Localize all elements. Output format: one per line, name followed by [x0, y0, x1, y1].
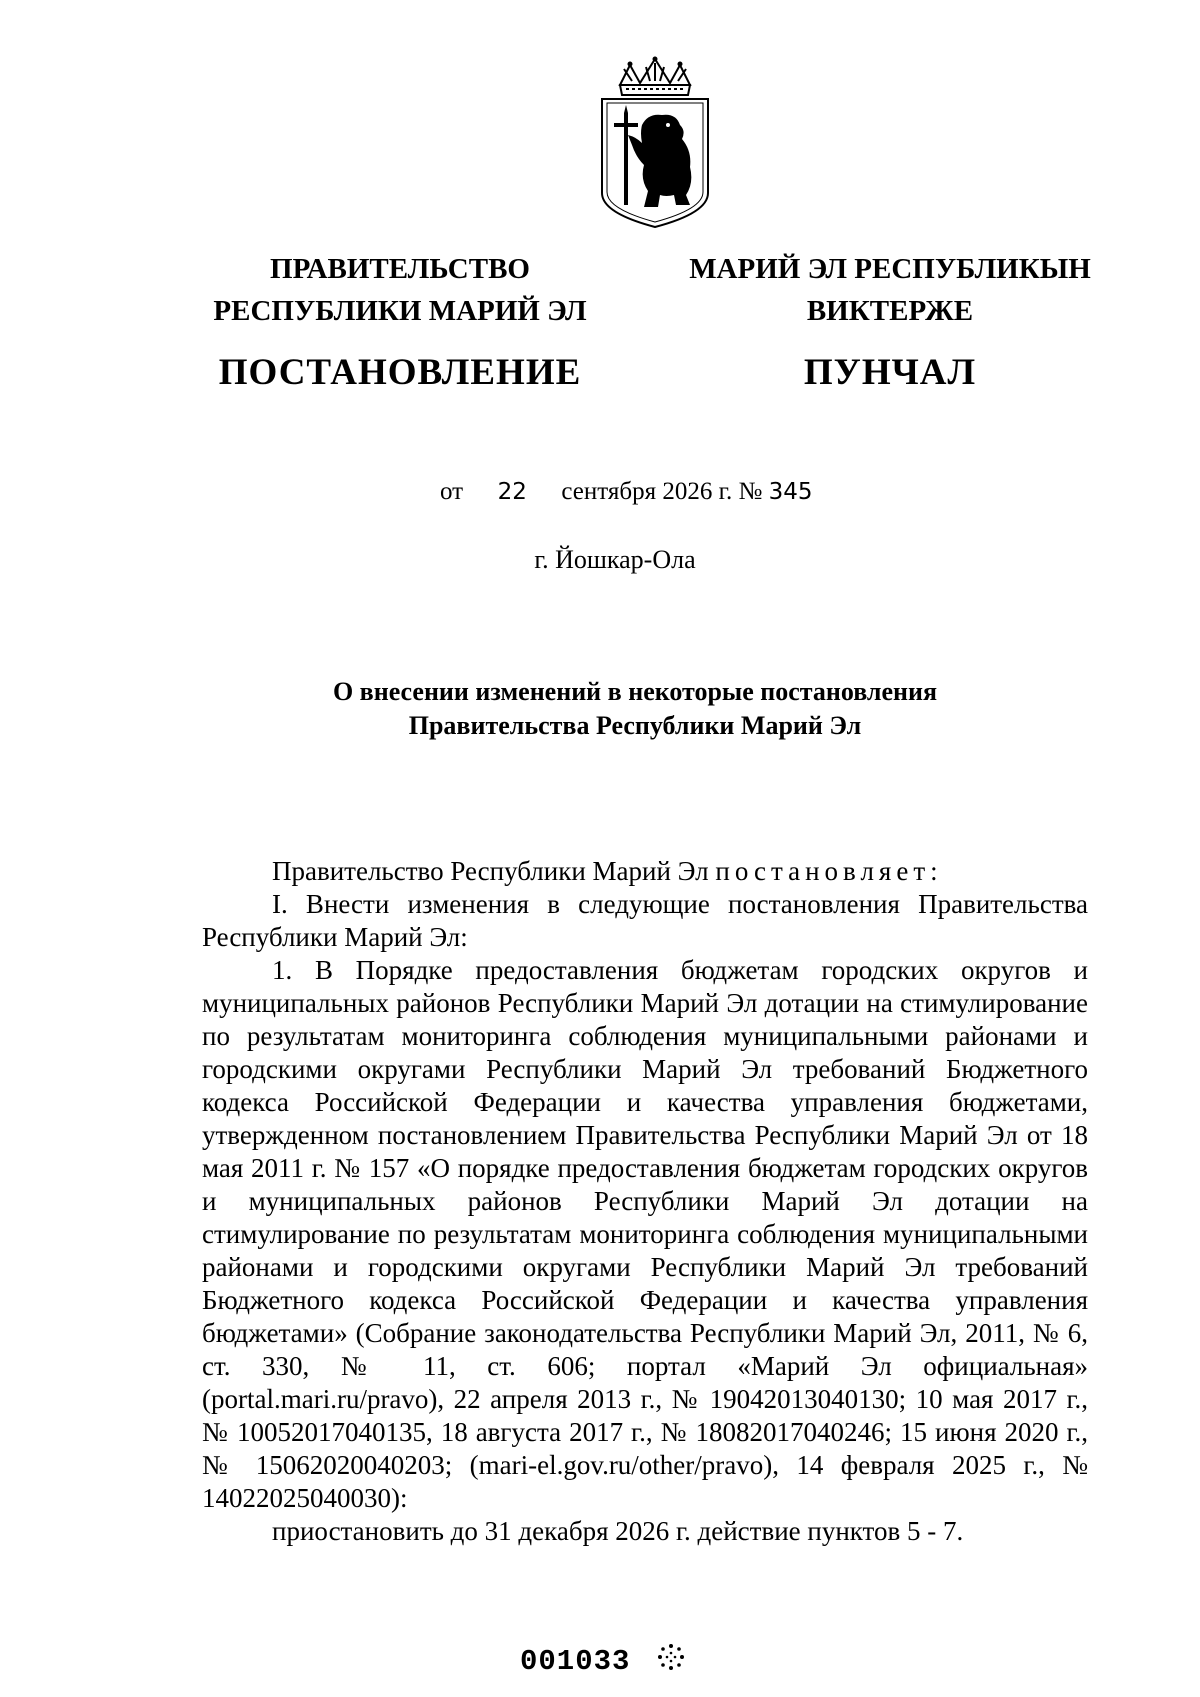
header-left-line2: РЕСПУБЛИКИ МАРИЙ ЭЛ	[213, 295, 587, 327]
document-body	[202, 855, 1088, 1548]
header-left-line1: ПРАВИТЕЛЬСТВО	[270, 253, 530, 285]
date-day: 22	[497, 479, 527, 505]
subject-line1: О внесении изменений в некоторые постановления	[332, 677, 938, 706]
coat-of-arms-icon	[590, 55, 720, 230]
serial-number: 001033	[520, 1645, 631, 1678]
security-mark-icon	[655, 1641, 687, 1673]
document-number: 345	[768, 479, 813, 505]
header-right	[670, 248, 1110, 396]
document-subject	[200, 675, 1070, 743]
header-left-title: ПОСТАНОВЛЕНИЕ	[218, 352, 582, 393]
intro-paragraph	[202, 855, 1088, 888]
header-right-title: ПУНЧАЛ	[803, 352, 977, 393]
date-month-year: сентября 2026 г.	[561, 478, 733, 505]
paragraph-1: I. Внести изменения в следующие постановления Правительства Республики Марий Эл:	[202, 889, 1088, 952]
date-prefix: от	[440, 478, 464, 505]
intro-main: Правительство Республики Марий Эл	[272, 856, 716, 886]
number-sign: №	[738, 478, 763, 505]
city: г. Йошкар-Ола	[534, 545, 696, 574]
paragraph-2: 1. В Порядке предоставления бюджетам городских округов и муниципальных районов Республики Марий Эл дотации на стимулирование по результатам мониторинга соблюдения муниципальными районами и городскими округами Республики Марий Эл требований Бюджетного кодекса Российской Федерации и качества управления бюджетами, утвержденном постановлением Правительства Республики Марий Эл от 18 мая 2011 г. № 157 «О порядке предоставления бюджетам городских округов и муниципальных районов Республики Марий Эл дотации на стимулирование по результатам мониторинга соблюдения муниципальными районами и городскими округами Республики Марий Эл требований Бюджетного кодекса Российской Федерации и качества управления бюджетами» (Собрание законодательства Республики Марий Эл, 2011, № 6, ст. 330, № 11, ст. 606; портал «Марий Эл официальная» (portal.mari.ru/pravo), 22 апреля 2013 г., № 19042013040130; 10 мая 2017 г., № 10052017040135, 18 августа 2017 г., № 18082017040246; 15 июня 2020 г., № 15062020040203; (mari-el.gov.ru/other/pravo), 14 февраля 2025 г., № 14022025040030):	[202, 955, 1088, 1513]
date-line	[440, 478, 813, 506]
paragraph-3: приостановить до 31 декабря 2026 г. действие пунктов 5 - 7.	[272, 1516, 964, 1546]
header-left	[195, 248, 605, 396]
header-right-line2: ВИКТЕРЖЕ	[806, 295, 974, 327]
header-right-line1: МАРИЙ ЭЛ РЕСПУБЛИКЫН	[689, 253, 1091, 285]
intro-spaced: постановляет:	[715, 856, 943, 886]
subject-line2: Правительства Республики Марий Эл	[408, 711, 862, 740]
